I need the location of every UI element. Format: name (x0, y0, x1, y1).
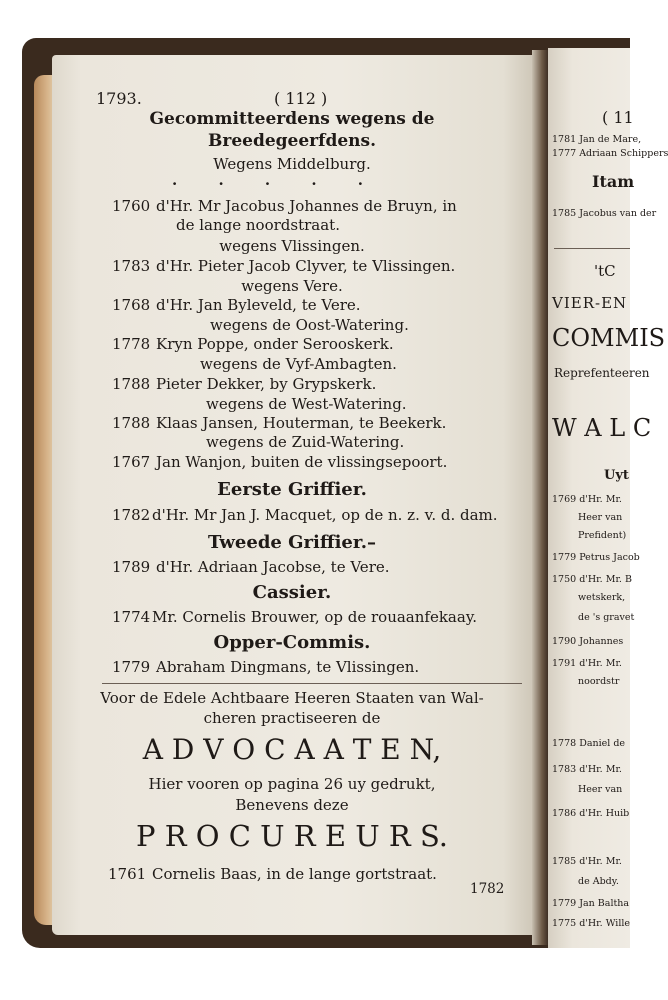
right-line: 1783 d'Hr. Mr. (552, 764, 622, 775)
right-line: Heer van (578, 512, 623, 523)
right-line: 1791 d'Hr. Mr. (552, 658, 622, 669)
right-divider (554, 248, 630, 249)
page-number: ( 112 ) (274, 89, 328, 108)
right-heading: W A L C (552, 414, 652, 442)
right-line: wetskerk, (578, 592, 626, 603)
entry-text: Klaas Jansen, Houterman, te Beekerk. (156, 414, 447, 432)
advocaten-intro-line2: cheren practiseeren de (203, 709, 381, 727)
right-heading: Uyt (604, 468, 629, 483)
right-line: 1769 d'Hr. Mr. (552, 494, 622, 505)
right-line: Heer van (578, 784, 623, 795)
subheading-oost-watering: wegens de Oost-Watering. (210, 316, 409, 334)
right-line: 1777 Adriaan Schippers (552, 148, 668, 159)
heading-cassier: Cassier. (252, 582, 332, 603)
entry-text: Mr. Cornelis Brouwer, op de rouaanfekaay. (152, 608, 478, 626)
right-line: de Abdy. (578, 876, 619, 887)
right-line: 1775 d'Hr. Wille (552, 918, 631, 929)
heading-opper-commis: Opper-Commis. (213, 632, 371, 653)
entry-text: Cornelis Baas, in de lange gortstraat. (152, 865, 437, 883)
right-heading: Reprefenteeren (554, 366, 650, 380)
right-heading: COMMIS (552, 324, 666, 352)
subheading-vlissingen: wegens Vlissingen. (219, 237, 365, 255)
heading-procureurs: P R O C U R E U R S. (135, 819, 449, 853)
entry-year: 1783 (112, 257, 151, 275)
entry-year: 1782 (112, 506, 151, 524)
page-year: 1793. (96, 89, 142, 108)
right-line: 1781 Jan de Mare, (552, 134, 642, 145)
entry-text: d'Hr. Adriaan Jacobse, te Vere. (156, 558, 390, 576)
subheading-vyf-ambagten: wegens de Vyf-Ambagten. (200, 355, 397, 373)
right-heading: 'tC (594, 262, 616, 280)
right-line: 1779 Jan Baltha (552, 898, 630, 909)
entry-year: 1768 (112, 296, 151, 314)
entry-text: Jan Wanjon, buiten de vlissingsepoort. (156, 453, 448, 471)
heading-breedegeerfdens: Breedegeerfdens. (208, 131, 376, 151)
right-line: 1778 Daniel de (552, 738, 626, 749)
heading-eerste-griffier: Eerste Griffier. (217, 479, 367, 500)
right-line: 1750 d'Hr. Mr. B (552, 574, 632, 585)
ellipsis-dots: . . . . . (172, 171, 381, 189)
right-heading: VIER-EN (552, 294, 628, 312)
subheading-vere: wegens Vere. (241, 277, 343, 295)
entry-text: Abraham Dingmans, te Vlissingen. (156, 658, 420, 676)
right-line: 1790 Johannes (552, 636, 624, 647)
subheading-zuid-watering: wegens de Zuid-Watering. (206, 433, 405, 451)
heading-advocaaten: A D V O C A A T E N, (142, 733, 442, 766)
entry-year: 1788 (112, 414, 151, 432)
entry-year: 1761 (108, 865, 147, 883)
left-page (52, 55, 532, 935)
entry-text: d'Hr. Jan Byleveld, te Vere. (156, 296, 361, 314)
entry-year: 1778 (112, 335, 151, 353)
entry-year: 1774 (112, 608, 151, 626)
right-line: noordstr (578, 676, 620, 687)
entry-text: Kryn Poppe, onder Serooskerk. (156, 335, 394, 353)
entry-text: Pieter Dekker, by Grypskerk. (156, 375, 377, 393)
heading-gecommitteerdens: Gecommitteerdens wegens de (149, 109, 435, 129)
entry-text: d'Hr. Mr Jacobus Johannes de Bruyn, in (156, 197, 457, 215)
right-page (548, 48, 668, 948)
catchword: 1782 (470, 881, 505, 897)
entry-year: 1767 (112, 453, 151, 471)
subheading-west-watering: wegens de West-Watering. (206, 395, 407, 413)
advocaten-reference: Hier vooren op pagina 26 uy gedrukt, (148, 775, 436, 793)
right-heading: Itam (592, 172, 635, 191)
entry-continuation: de lange noordstraat. (176, 216, 340, 234)
right-line: 1786 d'Hr. Huib (552, 808, 630, 819)
advocaten-intro-line1: Voor de Edele Achtbaare Heeren Staaten van Wal- (100, 689, 484, 707)
benevens-line: Benevens deze (235, 796, 349, 814)
right-line: 1785 Jacobus van der (552, 208, 657, 219)
entry-year: 1788 (112, 375, 151, 393)
right-line: 1779 Petrus Jacob (552, 552, 640, 563)
right-line: Prefident) (578, 530, 627, 541)
right-line: de 's gravet (578, 612, 635, 623)
subheading-middelburg: Wegens Middelburg. (213, 155, 371, 173)
right-page-number: ( 11 (602, 108, 634, 127)
divider-rule (102, 683, 522, 684)
entry-year: 1779 (112, 658, 151, 676)
entry-text: d'Hr. Pieter Jacob Clyver, te Vlissingen. (156, 257, 456, 275)
right-line: 1785 d'Hr. Mr. (552, 856, 622, 867)
entry-year: 1760 (112, 197, 151, 215)
entry-text: d'Hr. Mr Jan J. Macquet, op de n. z. v. d. dam. (152, 506, 498, 524)
entry-year: 1789 (112, 558, 151, 576)
heading-tweede-griffier: Tweede Griffier.– (208, 532, 376, 553)
